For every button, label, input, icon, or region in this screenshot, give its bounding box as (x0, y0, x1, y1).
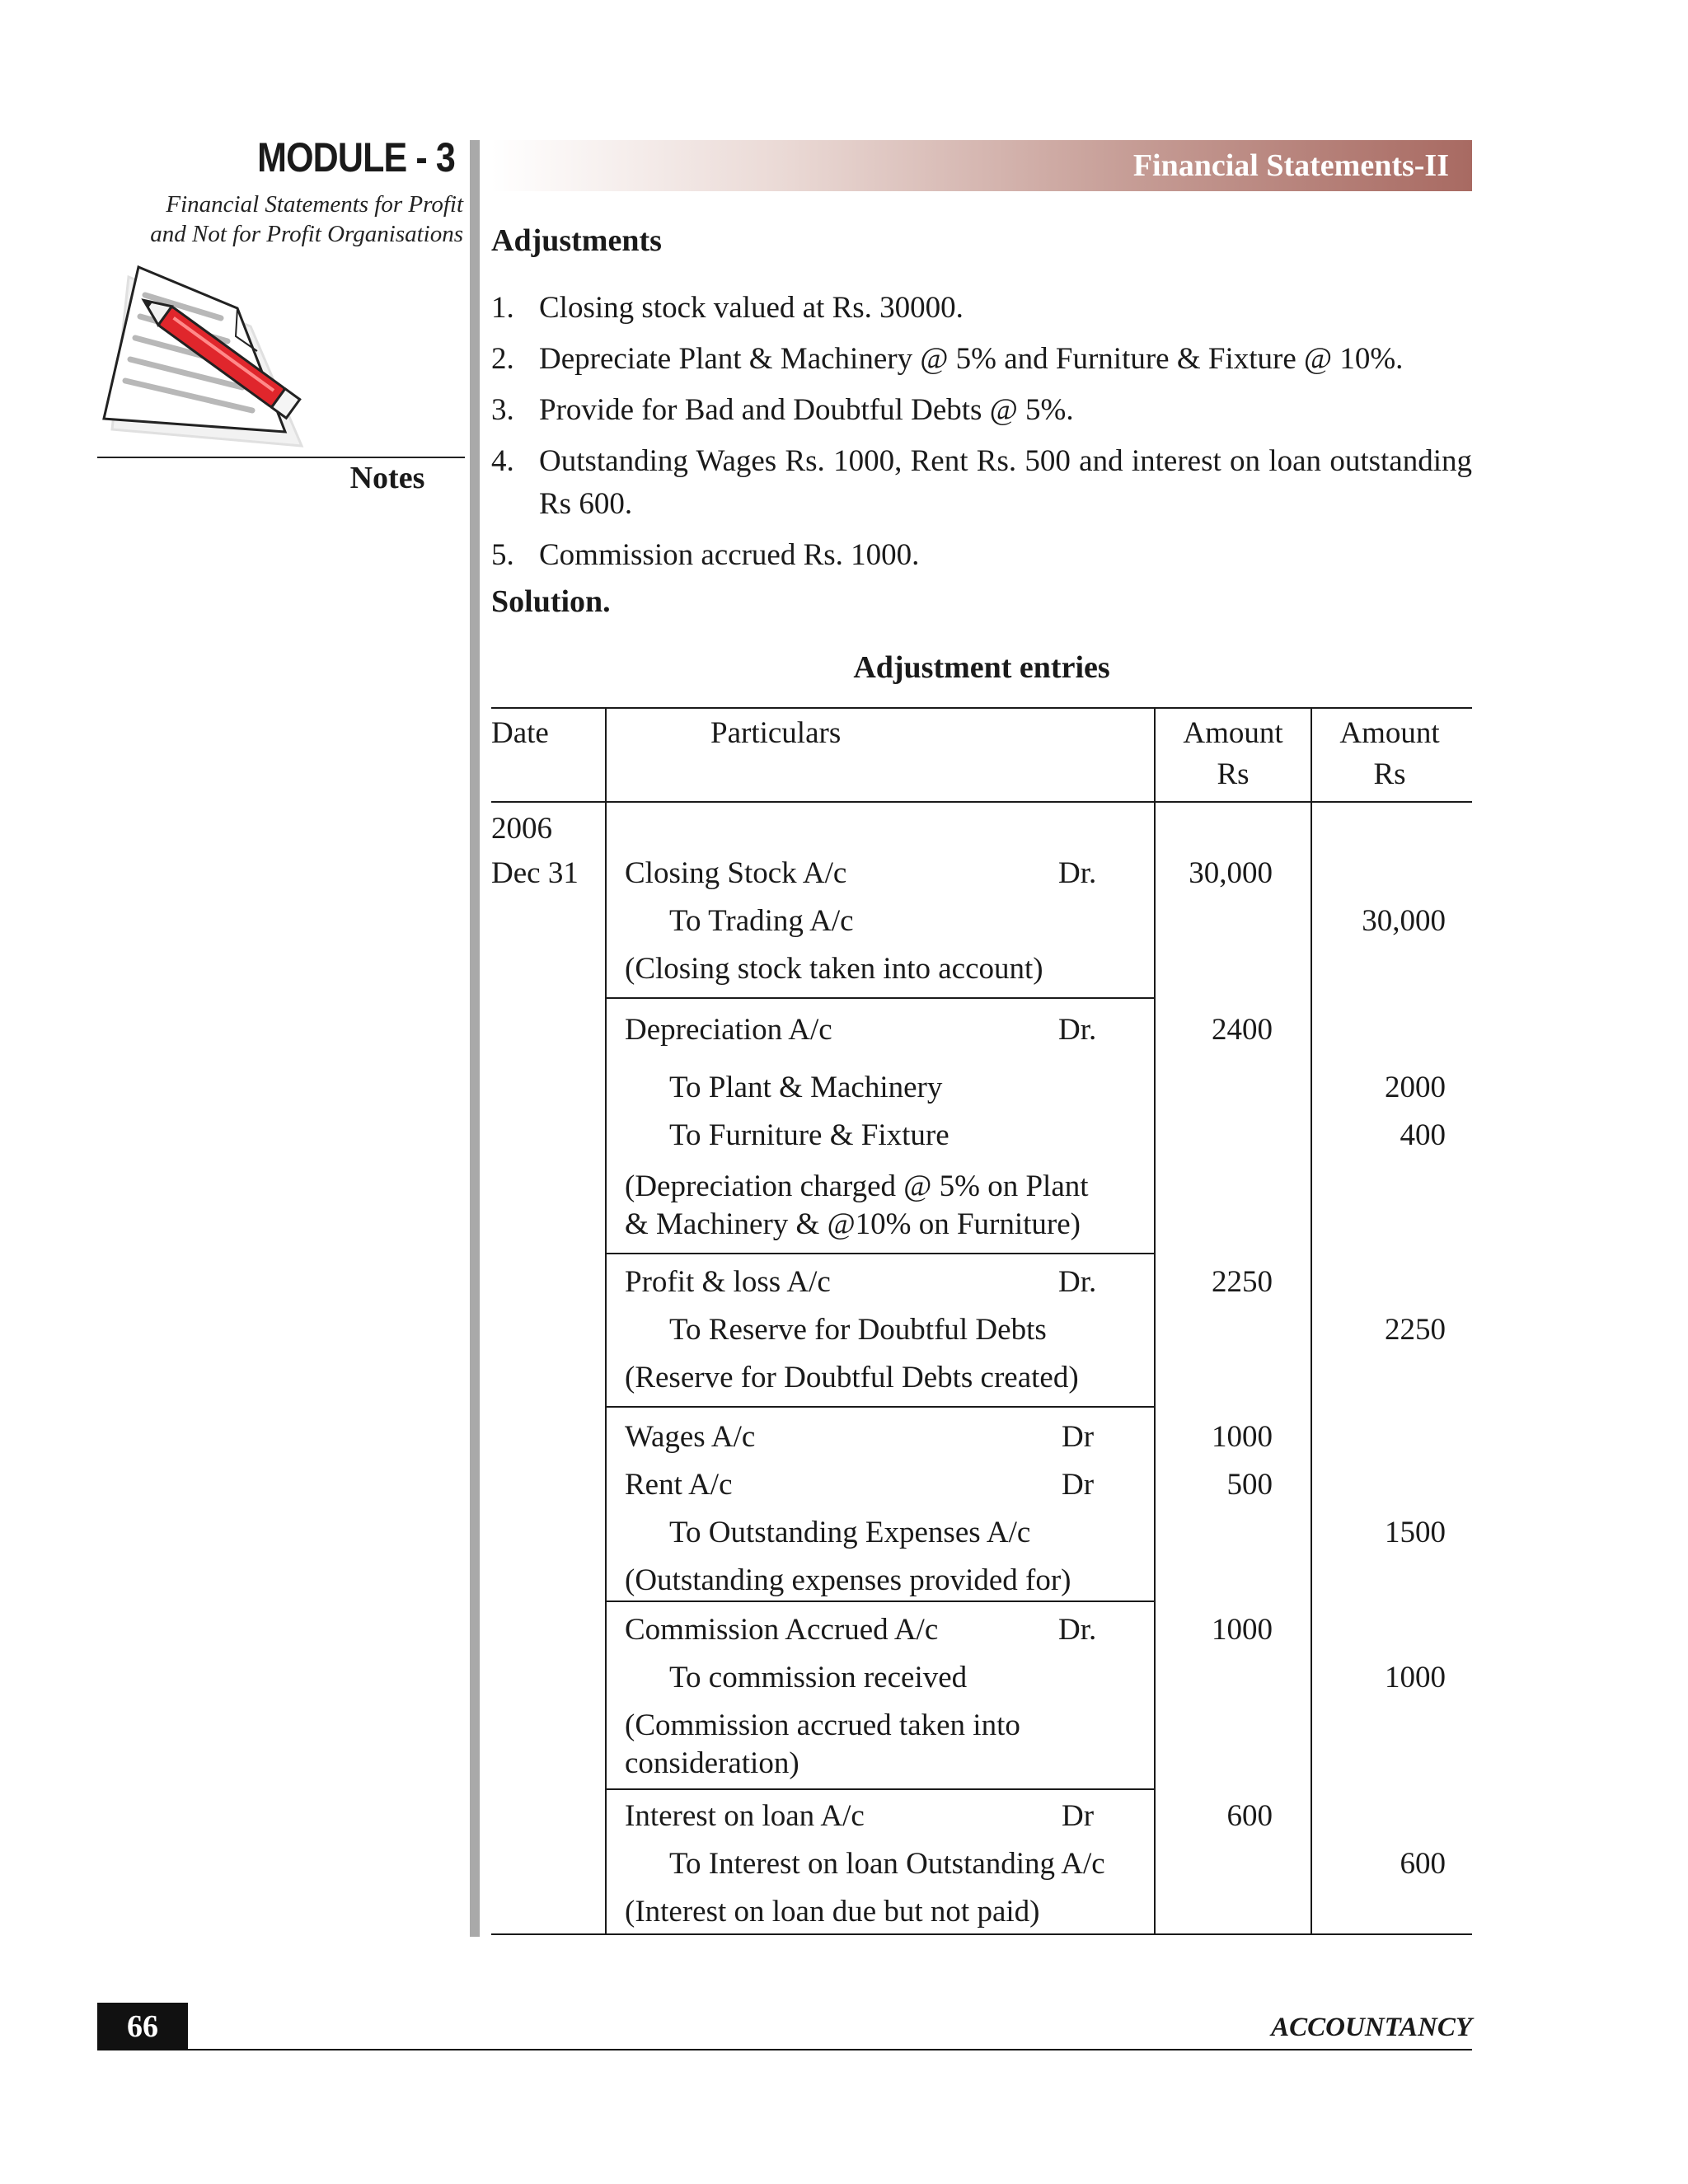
dr-marker: Dr (1062, 1468, 1095, 1502)
header-particulars: Particulars (710, 716, 842, 750)
header-amount-debit: Amount (1183, 716, 1283, 750)
dr-marker: Dr. (1058, 1013, 1097, 1047)
list-item-text: Closing stock valued at Rs. 30000. (539, 291, 964, 325)
module-title: MODULE - 3 (257, 134, 455, 180)
table-bottom-rule (491, 1933, 1472, 1935)
solution-label: Solution. (491, 584, 611, 619)
list-item-text: Outstanding Wages Rs. 1000, Rent Rs. 500 and interest on loan outstanding Rs 600. (539, 444, 1472, 521)
credit-account: To Reserve for Doubtful Debts (669, 1313, 1047, 1347)
list-item (491, 338, 1472, 381)
entry-separator (605, 1253, 1154, 1254)
debit-amount: 500 (1226, 1468, 1273, 1502)
debit-amount: 2400 (1212, 1013, 1273, 1047)
credit-amount: 30,000 (1362, 904, 1446, 938)
credit-amount: 1000 (1385, 1661, 1446, 1694)
adjustments-list (491, 287, 1472, 585)
dr-marker: Dr (1062, 1799, 1095, 1833)
credit-account: To Interest on loan Outstanding A/c (669, 1847, 1105, 1881)
narration: (Commission accrued taken into (625, 1708, 1020, 1742)
debit-amount: 1000 (1212, 1613, 1273, 1647)
entry-separator (605, 1601, 1154, 1602)
journal-table (491, 707, 1472, 1935)
notepad-pencil-icon (97, 262, 330, 494)
credit-account: To Outstanding Expenses A/c (669, 1516, 1031, 1549)
column-divider (605, 707, 607, 1935)
narration: (Depreciation charged @ 5% on Plant (625, 1169, 1089, 1203)
debit-account: Commission Accrued A/c (625, 1613, 939, 1647)
dr-marker: Dr. (1058, 1613, 1097, 1647)
list-item (491, 534, 1472, 577)
entry-separator (605, 1788, 1154, 1790)
list-item-number: 4. (491, 444, 514, 478)
debit-account: Closing Stock A/c (625, 856, 847, 890)
narration: (Closing stock taken into account) (625, 952, 1043, 986)
margin-divider (470, 140, 480, 1937)
dr-marker: Dr. (1058, 856, 1097, 890)
list-item-number: 1. (491, 291, 514, 325)
debit-account: Rent A/c (625, 1468, 733, 1502)
credit-account: To Plant & Machinery (669, 1071, 943, 1104)
footer-subject: ACCOUNTANCY (1271, 2013, 1472, 2042)
entry-separator (605, 1406, 1154, 1408)
dr-marker: Dr. (1058, 1265, 1097, 1299)
debit-account: Wages A/c (625, 1420, 756, 1454)
list-item (491, 440, 1472, 526)
entry-separator (605, 997, 1154, 999)
list-item-text: Provide for Bad and Doubtful Debts @ 5%. (539, 393, 1074, 427)
debit-amount: 30,000 (1189, 856, 1273, 890)
page-number: 66 (97, 2003, 188, 2050)
notes-label: Notes (349, 461, 425, 495)
date-year: 2006 (491, 812, 552, 846)
chapter-title: Financial Statements-II (1132, 148, 1449, 183)
debit-amount: 1000 (1212, 1420, 1273, 1454)
header-amount-credit: Amount (1339, 716, 1440, 750)
module-subtitle (124, 190, 463, 249)
narration: & Machinery & @10% on Furniture) (625, 1207, 1081, 1241)
credit-amount: 1500 (1385, 1516, 1446, 1549)
list-item-number: 5. (491, 538, 514, 572)
credit-account: To Furniture & Fixture (669, 1118, 950, 1152)
list-item-number: 3. (491, 393, 514, 427)
table-title: Adjustment entries (853, 650, 1110, 685)
header-amount-debit-unit: Rs (1217, 757, 1250, 791)
list-item (491, 287, 1472, 330)
debit-account: Interest on loan A/c (625, 1799, 865, 1833)
header-date: Date (491, 716, 549, 750)
list-item-number: 2. (491, 342, 514, 376)
module-subtitle-line-2: and Not for Profit Organisations (150, 221, 463, 247)
adjustments-heading: Adjustments (491, 223, 662, 258)
debit-account: Profit & loss A/c (625, 1265, 831, 1299)
table-top-rule (491, 707, 1472, 709)
list-item (491, 389, 1472, 432)
narration: (Reserve for Doubtful Debts created) (625, 1361, 1079, 1394)
debit-amount: 2250 (1212, 1265, 1273, 1299)
narration: (Interest on loan due but not paid) (625, 1895, 1040, 1929)
list-item-text: Depreciate Plant & Machinery @ 5% and Furniture & Fixture @ 10%. (539, 342, 1404, 376)
narration: consideration) (625, 1746, 799, 1780)
table-header-rule (491, 801, 1472, 803)
credit-amount: 2000 (1385, 1071, 1446, 1104)
credit-account: To Trading A/c (669, 904, 854, 938)
footer-rule (97, 2049, 1472, 2050)
credit-amount: 400 (1400, 1118, 1446, 1152)
credit-amount: 2250 (1385, 1313, 1446, 1347)
debit-amount: 600 (1226, 1799, 1273, 1833)
module-subtitle-line-1: Financial Statements for Profit (166, 191, 463, 218)
dr-marker: Dr (1062, 1420, 1095, 1454)
credit-account: To commission received (669, 1661, 968, 1694)
notes-rule (97, 457, 465, 458)
date-day: Dec 31 (491, 856, 579, 890)
credit-amount: 600 (1400, 1847, 1446, 1881)
narration: (Outstanding expenses provided for) (625, 1563, 1071, 1597)
debit-account: Depreciation A/c (625, 1013, 832, 1047)
header-amount-credit-unit: Rs (1373, 757, 1406, 791)
list-item-text: Commission accrued Rs. 1000. (539, 538, 920, 572)
